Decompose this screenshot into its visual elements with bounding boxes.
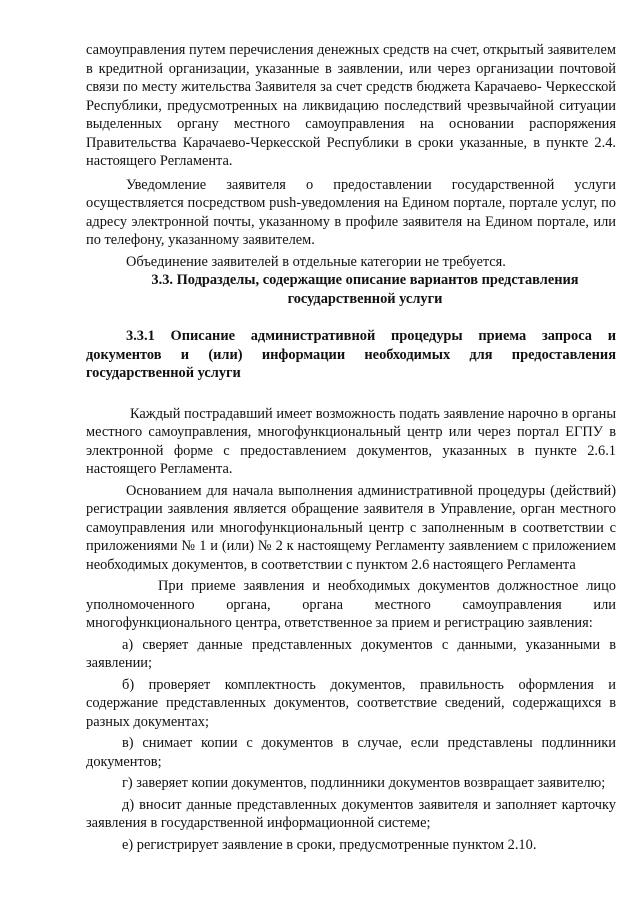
paragraph-notification: Уведомление заявителя о предоставлении государственной услуги осуществляется посредством push-уведомления на Едином портале, портале услуг, по адресу электронной почты, указанному в профиле заявителя на Едином портале, или по телефону, указанному заявителем.	[86, 176, 616, 248]
document-page	[86, 41, 616, 854]
list-item-b: б) проверяет комплектность документов, правильность оформления и содержание представленных документов, соответствие сведений, содержащихся в разных документах;	[86, 676, 616, 730]
list-item-e: д) вносит данные представленных документов заявителя и заполняет карточку заявления в государственной информационной системе;	[86, 796, 616, 831]
paragraph-procedure-basis: Основанием для начала выполнения административной процедуры (действий) регистрации заявления является обращение заявителя в Управление, орган местного самоуправления или многофункциональный центр с заполненным в соответствии с приложениями № 1 и (или) № 2 к настоящему Регламенту заявлением с приложением необходимых документов, в соответствии с пунктом 2.6 настоящего Регламента	[86, 482, 616, 573]
section-heading: 3.3. Подразделы, содержащие описание вариантов представления государственной услуги	[151, 272, 579, 307]
list-item-a: а) сверяет данные представленных документов с данными, указанными в заявлении;	[86, 636, 616, 671]
list-item-d: г) заверяет копии документов, подлинники документов возвращает заявителю;	[122, 775, 606, 791]
subsection-heading: 3.3.1 Описание административной процедуры приема запроса и документов и (или) информации необходимых для предоставления государственной услуги	[86, 328, 616, 381]
list-item-c: в) снимает копии с документов в случае, если представлены подлинники документов;	[86, 735, 616, 770]
list-item-f: е) регистрирует заявление в сроки, предусмотренные пунктом 2.10.	[122, 836, 537, 853]
paragraph-reception-official: При приеме заявления и необходимых документов должностное лицо уполномоченного органа, органа местного самоуправления или многофункционального центра, ответственное за прием и регистрацию заявления:	[86, 578, 616, 631]
paragraph-categories: Объединение заявителей в отдельные категории не требуется.	[126, 253, 506, 270]
paragraph-victim-application: Каждый пострадавший имеет возможность подать заявление нарочно в органы местного самоуправления, многофункциональный центр или через портал ЕГПУ в электронной форме с предоставлением документов, указанных в пункте 2.6.1 настоящего Регламента.	[86, 405, 616, 477]
paragraph-payment-method: самоуправления путем перечисления денежных средств на счет, открытый заявителем в кредитной организации, указанные в заявлении, или через организации почтовой связи по месту жительства Заявителя за счет средств бюджета Карачаево- Черкесской Республики, предусмотренных на ликвидацию последствий чрезвычайной ситуации выделенных органу местного самоуправления на основании распоряжения Правительства Карачаево-Черкесской Республики в сроки указанные, в пункте 2.4. настоящего Регламента.	[86, 42, 616, 169]
